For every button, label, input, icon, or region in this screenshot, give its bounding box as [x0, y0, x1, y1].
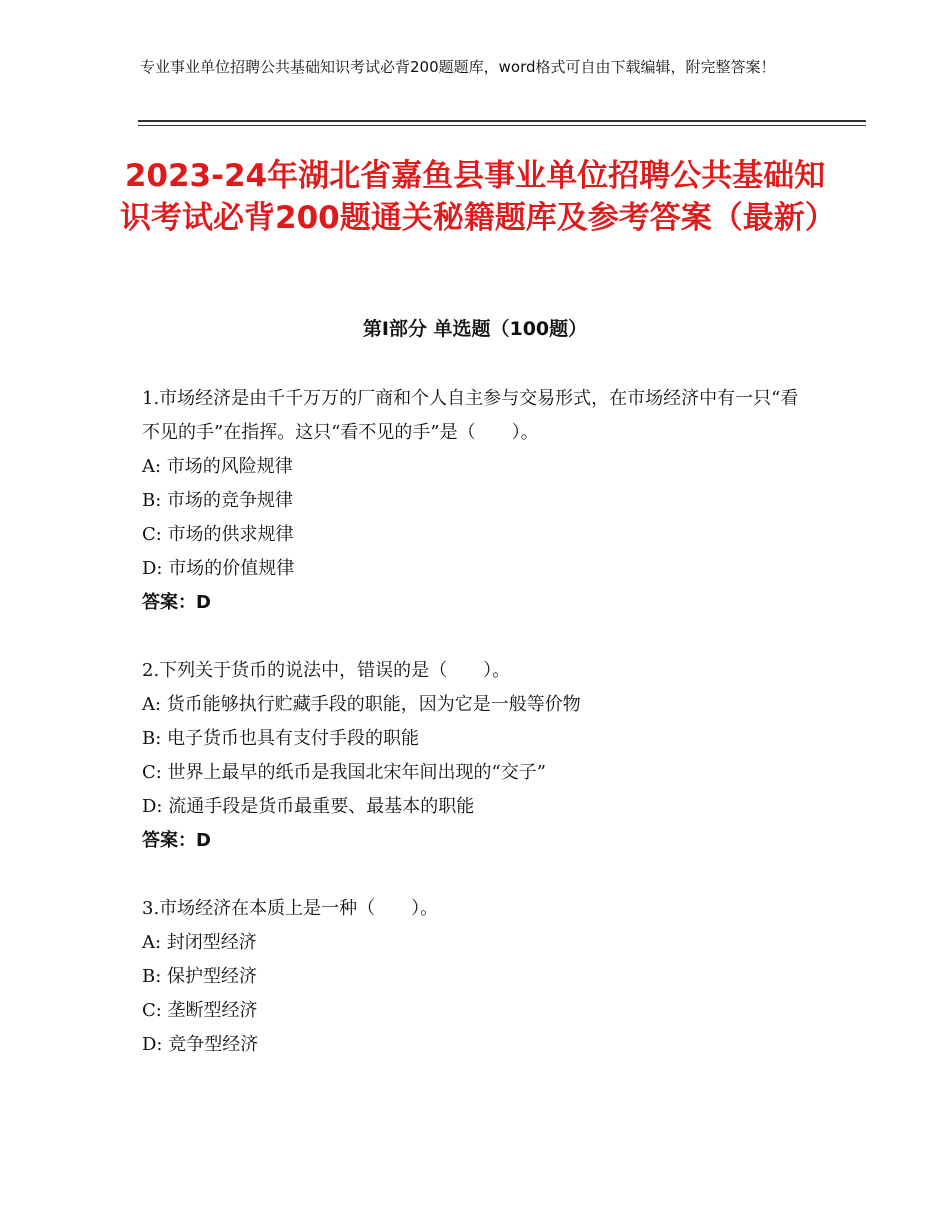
option-c: C: 市场的供求规律: [142, 524, 294, 545]
option-c: C: 垄断型经济: [142, 1000, 258, 1021]
header-rule-thin: [138, 125, 866, 126]
option-d: D: 流通手段是货币最重要、最基本的职能: [142, 796, 475, 817]
option-b: B: 市场的竞争规律: [142, 490, 294, 511]
document-title: 2023-24年湖北省嘉鱼县事业单位招聘公共基础知识考试必背200题通关秘籍题库及参考答案（最新）: [120, 158, 836, 236]
question-stem: 2.下列关于货币的说法中，错误的是（ ）。: [142, 660, 511, 681]
question-stem: 1.市场经济是由千千万万的厂商和个人自主参与交易形式，在市场经济中有一只“看不见的手”在指挥。这只“看不见的手”是（ ）。: [142, 388, 799, 443]
question-item: [142, 654, 812, 858]
option-a: A: 货币能够执行贮藏手段的职能，因为它是一般等价物: [142, 694, 581, 715]
question-item: [142, 892, 812, 1062]
option-d: D: 竞争型经济: [142, 1034, 259, 1055]
option-b: B: 保护型经济: [142, 966, 258, 987]
question-stem: 3.市场经济在本质上是一种（ ）。: [142, 898, 439, 919]
answer: 答案：D: [142, 592, 211, 613]
option-c: C: 世界上最早的纸币是我国北宋年间出现的“交子”: [142, 762, 546, 783]
answer: 答案：D: [142, 830, 211, 851]
header-rule-thick: [138, 120, 866, 122]
header-note: 专业事业单位招聘公共基础知识考试必背200题题库，word格式可自由下载编辑，附完整答案！: [140, 58, 776, 76]
option-d: D: 市场的价值规律: [142, 558, 295, 579]
question-item: [142, 382, 812, 620]
option-a: A: 市场的风险规律: [142, 456, 293, 477]
option-a: A: 封闭型经济: [142, 932, 257, 953]
section-title: 第Ⅰ部分 单选题（100题）: [362, 318, 588, 340]
option-b: B: 电子货币也具有支付手段的职能: [142, 728, 420, 749]
question-list: [142, 382, 812, 1096]
